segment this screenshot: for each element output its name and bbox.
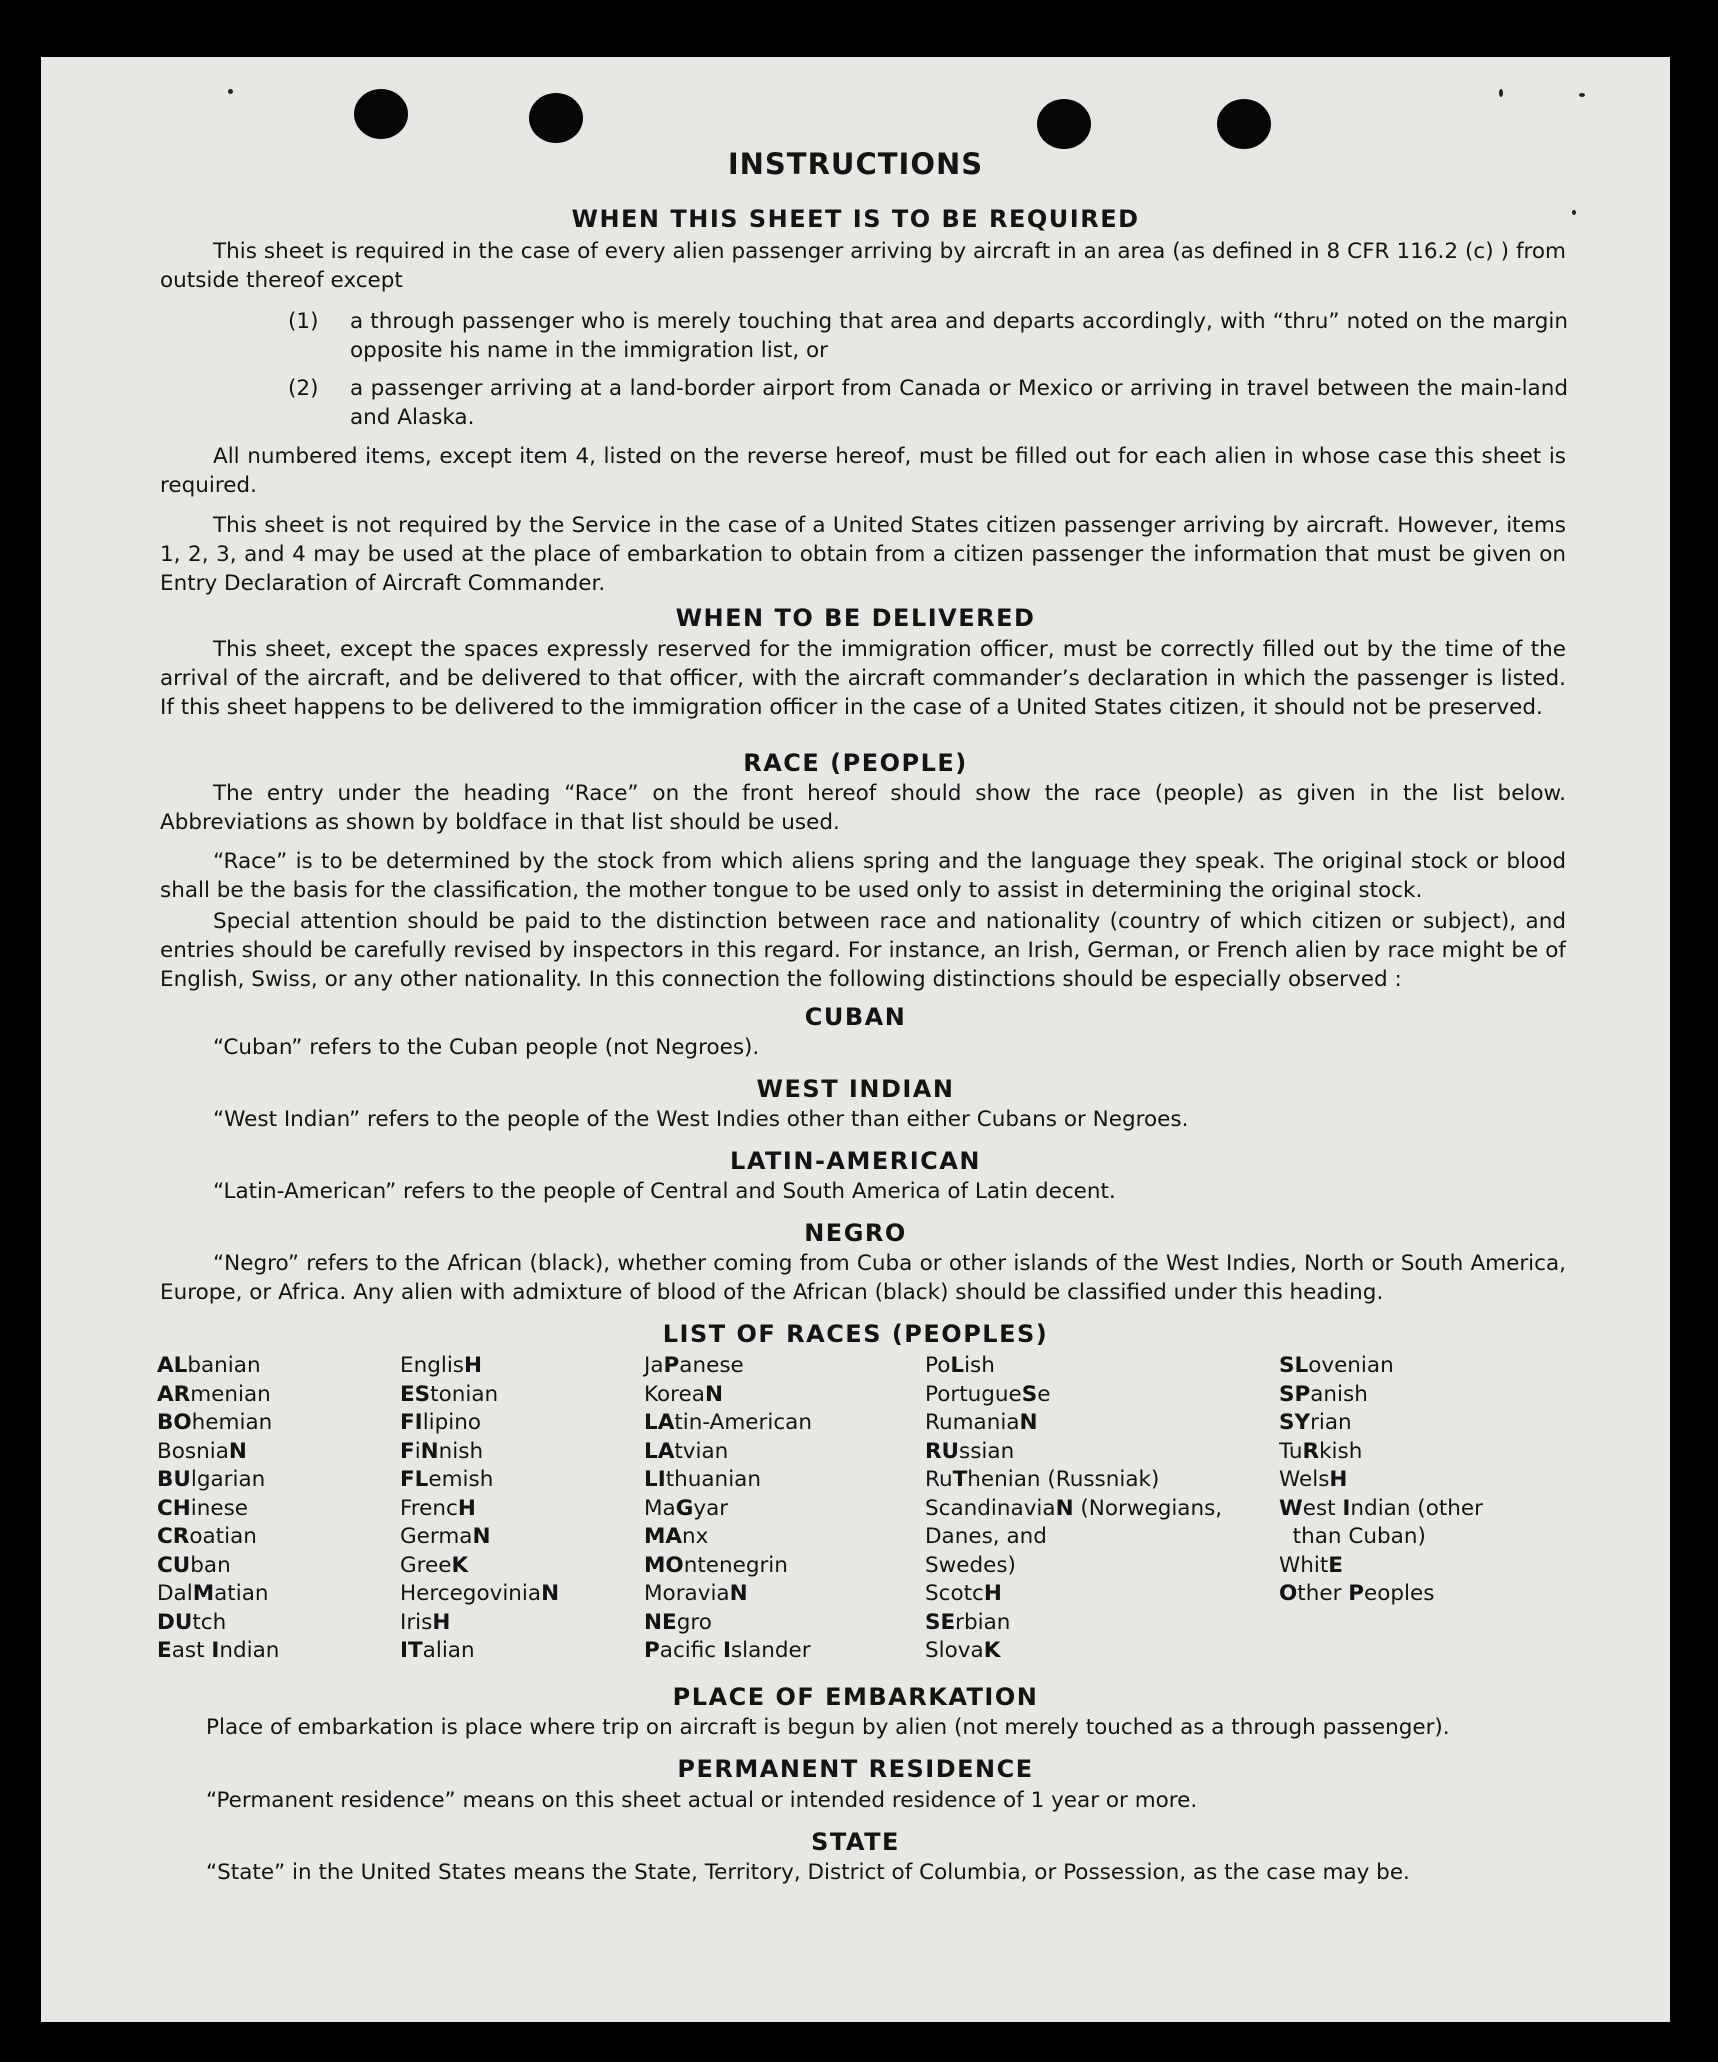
race-item: EnglisH <box>400 1353 483 1378</box>
race-item: RuThenian (Russniak) <box>925 1467 1160 1492</box>
paragraph-west-indian: “West Indian” refers to the people of the West Indies other than either Cubans or Negroes. <box>213 1107 1189 1132</box>
heading-west-indian: WEST INDIAN <box>756 1075 955 1103</box>
race-list <box>41 1352 1670 1672</box>
race-item: FIlipino <box>400 1410 482 1435</box>
heading-state: STATE <box>811 1828 900 1856</box>
race-column <box>1279 1352 1483 1609</box>
race-item: LAtvian <box>644 1438 729 1464</box>
race-item: MOntenegrin <box>644 1552 788 1578</box>
race-item: FrencH <box>400 1495 476 1521</box>
exception-number: (1) <box>288 309 319 334</box>
punch-hole <box>529 93 583 143</box>
exception-number: (2) <box>288 376 319 401</box>
race-item: SErbian <box>925 1609 1011 1635</box>
race-item: RUssian <box>925 1438 1015 1464</box>
race-item: MAnx <box>644 1524 709 1549</box>
race-item: FiNnish <box>400 1438 484 1464</box>
punch-hole <box>1037 99 1091 149</box>
race-item: JaPanese <box>644 1353 744 1378</box>
race-item: PoLish <box>925 1353 995 1378</box>
paragraph-negro: “Negro” refers to the African (black), whether coming from Cuba or other islands of the West Indies, North or South America, Europe, or Africa. Any alien with admixture of blood of the African (black) should be classified under this heading. <box>160 1251 1566 1305</box>
heading-cuban: CUBAN <box>804 1003 907 1031</box>
paragraph-citizen-note: This sheet is not required by the Service in the case of a United States citizen passenger arriving by aircraft. However, items 1, 2, 3, and 4 may be used at the place of embarkation to obtain from a citizen passenger the information that must be given on Entry Declaration of Aircraft Commander. <box>160 513 1566 596</box>
race-item: BosniaN <box>157 1438 247 1464</box>
heading-residence: PERMANENT RESIDENCE <box>677 1755 1034 1783</box>
speck <box>228 89 233 94</box>
race-item: DUtch <box>157 1609 227 1635</box>
race-item: Pacific Islander <box>644 1638 811 1663</box>
heading-required: WHEN THIS SHEET IS TO BE REQUIRED <box>571 205 1140 233</box>
race-item: ITalian <box>400 1638 475 1663</box>
speck <box>1579 93 1585 97</box>
race-item: NEgro <box>644 1609 712 1635</box>
race-item: EStonian <box>400 1381 499 1407</box>
heading-list-of-races: LIST OF RACES (PEOPLES) <box>662 1320 1049 1348</box>
paragraph-required-intro: This sheet is required in the case of every alien passenger arriving by aircraft in an area (as defined in 8 CFR 116.2 (c) ) from outside thereof except <box>160 239 1566 293</box>
document-page <box>41 57 1670 2022</box>
paragraph-race-3: Special attention should be paid to the distinction between race and nationality (country of which citizen or subject), and entries should be carefully revised by inspectors in this regard. For instance, an Irish, German, or French alien by race might be of English, Swiss, or any other nationality. In this connection the following distinctions should be especially observed : <box>160 909 1566 992</box>
heading-embarkation: PLACE OF EMBARKATION <box>672 1683 1039 1711</box>
exception-text: a passenger arriving at a land-border airport from Canada or Mexico or arriving in travel between the main-land and Alaska. <box>350 376 1568 430</box>
race-item: ARmenian <box>157 1381 271 1407</box>
exception-text: a through passenger who is merely touching that area and departs accordingly, with “thru” noted on the margin opposite his name in the immigration list, or <box>350 309 1568 363</box>
race-item: DalMatian <box>157 1581 269 1606</box>
race-item: than Cuban) <box>1279 1524 1426 1549</box>
race-item: CHinese <box>157 1495 249 1521</box>
paragraph-delivered: This sheet, except the spaces expressly reserved for the immigration officer, must be correctly filled out by the time of the arrival of the aircraft, and be delivered to that officer, with the aircraft commander’s declaration in which the passenger is listed. If this sheet happens to be delivered to the immigration officer in the case of a United States citizen, it should not be preserved. <box>160 637 1566 720</box>
speck <box>1499 89 1503 97</box>
heading-negro: NEGRO <box>804 1219 907 1247</box>
paragraph-race-2: “Race” is to be determined by the stock from which aliens spring and the language they speak. The original stock or blood shall be the basis for the classification, the mother tongue to be used only to assist in determining the original stock. <box>160 849 1566 903</box>
race-item: RumaniaN <box>925 1410 1038 1435</box>
race-item: East Indian <box>157 1638 280 1663</box>
heading-delivered: WHEN TO BE DELIVERED <box>675 604 1036 632</box>
race-column <box>925 1352 1222 1666</box>
race-item: West Indian (other <box>1279 1495 1483 1521</box>
race-item: IrisH <box>400 1609 451 1635</box>
race-item: CRoatian <box>157 1524 257 1549</box>
race-item: Danes, and <box>925 1524 1047 1549</box>
race-item: ALbanian <box>157 1353 261 1378</box>
race-item: GermaN <box>400 1524 491 1549</box>
page-title: INSTRUCTIONS <box>727 147 984 181</box>
exception-item <box>288 374 1568 432</box>
race-item: ScandinaviaN (Norwegians, <box>925 1495 1223 1521</box>
race-item: BUlgarian <box>157 1467 266 1492</box>
paragraph-residence: “Permanent residence” means on this sheet actual or intended residence of 1 year or more. <box>206 1788 1198 1813</box>
race-item: TuRkish <box>1279 1438 1363 1464</box>
race-item: ScotcH <box>925 1581 1002 1606</box>
race-item: FLemish <box>400 1467 494 1492</box>
paragraph-latin-american: “Latin-American” refers to the people of Central and South America of Latin decent. <box>213 1179 1116 1204</box>
heading-race: RACE (PEOPLE) <box>743 749 968 777</box>
race-item: Other Peoples <box>1279 1581 1435 1606</box>
paragraph-race-1: The entry under the heading “Race” on the front hereof should show the race (people) as given in the list below. Abbreviations as shown by boldface in that list should be used. <box>160 781 1566 835</box>
race-item: LAtin-American <box>644 1410 812 1435</box>
race-item: WelsH <box>1279 1467 1348 1492</box>
race-item: SLovenian <box>1279 1353 1394 1378</box>
race-item: HercegoviniaN <box>400 1581 560 1606</box>
race-item: BOhemian <box>157 1410 273 1435</box>
paragraph-state: “State” in the United States means the State, Territory, District of Columbia, or Possession, as the case may be. <box>206 1860 1410 1885</box>
exception-item <box>288 307 1568 365</box>
race-item: LIthuanian <box>644 1467 761 1492</box>
race-item: SlovaK <box>925 1638 1001 1663</box>
race-column <box>157 1352 279 1666</box>
race-column <box>400 1352 559 1666</box>
race-item: GreeK <box>400 1552 469 1578</box>
punch-hole <box>1217 99 1271 149</box>
race-item: MoraviaN <box>644 1581 748 1606</box>
race-item: SPanish <box>1279 1381 1368 1407</box>
heading-latin-american: LATIN-AMERICAN <box>730 1147 981 1175</box>
paragraph-embarkation: Place of embarkation is place where trip on aircraft is begun by alien (not merely touched as a through passenger). <box>206 1715 1450 1740</box>
punch-hole <box>354 89 408 139</box>
race-item: MaGyar <box>644 1495 729 1521</box>
paragraph-items-note: All numbered items, except item 4, listed on the reverse hereof, must be filled out for each alien in whose case this sheet is required. <box>160 444 1566 498</box>
race-item: CUban <box>157 1552 231 1578</box>
race-item: SYrian <box>1279 1410 1352 1435</box>
race-item: Swedes) <box>925 1552 1016 1578</box>
race-column <box>644 1352 812 1666</box>
paragraph-cuban: “Cuban” refers to the Cuban people (not Negroes). <box>213 1035 760 1060</box>
race-item: WhitE <box>1279 1552 1343 1578</box>
race-item: KoreaN <box>644 1381 723 1407</box>
race-item: PortugueSe <box>925 1381 1051 1407</box>
